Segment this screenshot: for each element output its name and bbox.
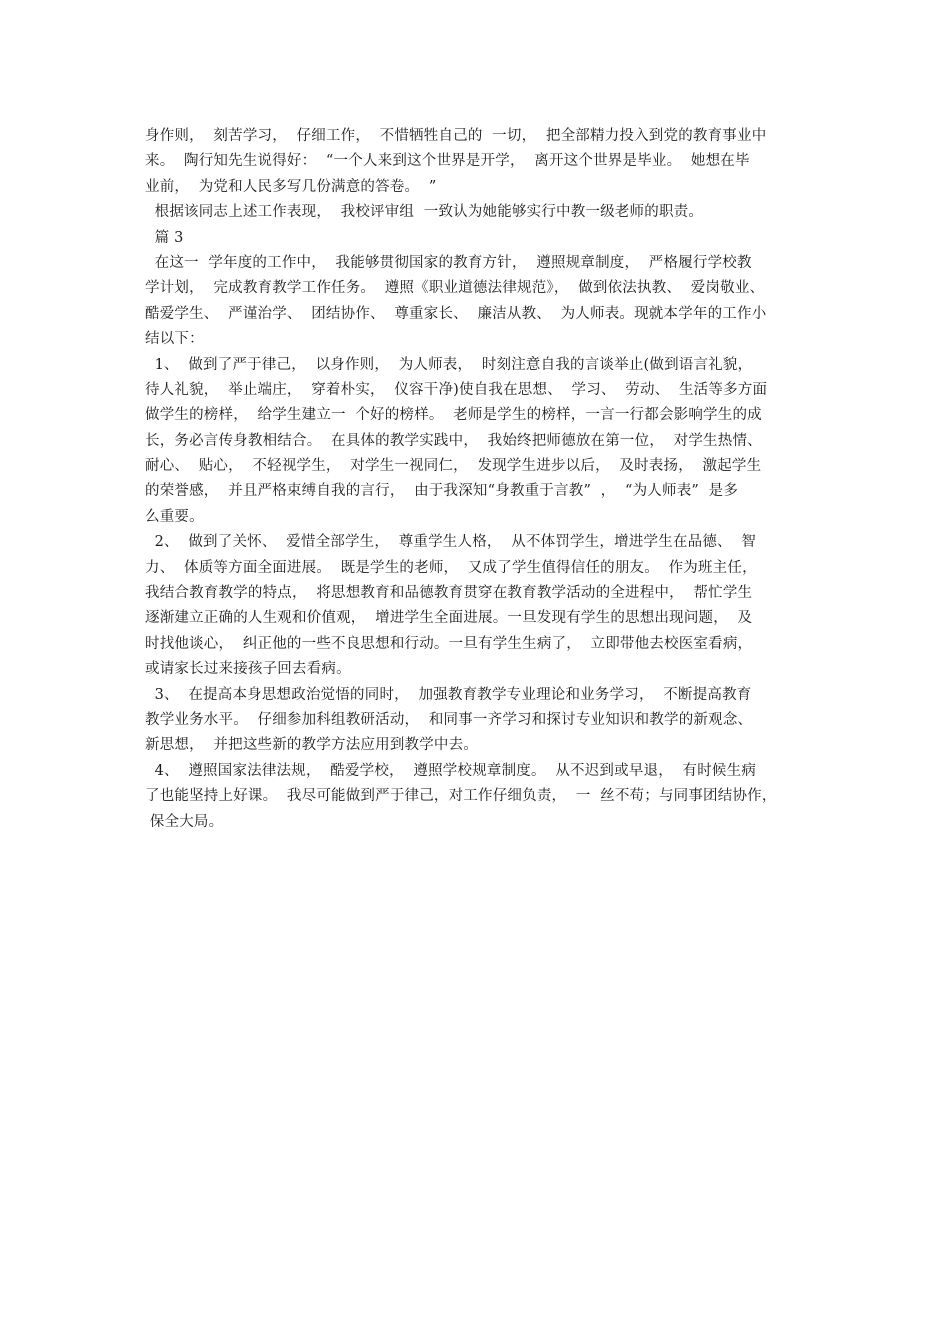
text-line: 3、 在提高本身思想政治觉悟的同时， 加强教育教学专业理论和业务学习， 不断提高教育 (145, 686, 752, 703)
text-line: 力、 体质等方面全面进展。 既是学生的老师， 又成了学生值得信任的朋友。 作为班主任， (145, 559, 757, 576)
text-line: 在这一 学年度的工作中， 我能够贯彻国家的教育方针， 遵照规章制度， 严格履行学校教 (145, 254, 752, 271)
text-line: 长，务必言传身教相结合。 在具体的教学实践中， 我始终把师德放在第一位， 对学生热情、 (145, 432, 762, 449)
text-line: 篇 3 (145, 229, 184, 246)
text-line: 学计划， 完成教育教学工作任务。 遵照《职业道德法律规范》， 做到依法执教、 爱岗敬业、 (145, 280, 765, 297)
text-line: 结以下： (145, 331, 204, 348)
text-line: 逐渐建立正确的人生观和价值观， 增进学生全面进展。一旦发现有学生的思想出现问题， 及 (145, 610, 753, 627)
text-line: 做学生的榜样， 给学生建立一 个好的榜样。 老师是学生的榜样，一言一行都会影响学生的成 (145, 407, 762, 424)
text-line: 耐心、 贴心， 不轻视学生， 对学生一视同仁， 发现学生进步以后， 及时表扬， 激起学生 (145, 458, 762, 475)
document-body-text (145, 124, 825, 835)
text-line: 业前， 为党和人民多写几份满意的答卷。 ” (145, 178, 437, 195)
text-line: 或请家长过来接孩子回去看病。 (145, 661, 351, 678)
text-line: 来。 陶行知先生说得好： “一个人来到这个世界是开学， 离开这个世界是毕业。 她想在毕 (145, 153, 750, 170)
text-line: 待人礼貌， 举止端庄， 穿着朴实， 仪容干净)使自我在思想、 学习、 劳动、 生活等多方面 (145, 381, 768, 398)
text-line: 2、 做到了关怀、 爱惜全部学生， 尊重学生人格， 从不体罚学生，增进学生在品德、 智 (145, 534, 757, 551)
text-line: 么重要。 (145, 508, 204, 525)
text-line: 新思想， 并把这些新的教学方法应用到教学中去。 (145, 737, 479, 754)
text-line: 时找他谈心， 纠正他的一些不良思想和行动。一旦有学生生病了， 立即带他去校医室看病， (145, 635, 753, 652)
text-line: 身作则， 刻苦学习， 仔细工作， 不惜牺牲自己的 一切， 把全部精力投入到党的教育事业中 (145, 128, 767, 144)
text-line: 根据该同志上述工作表现， 我校评审组 一致认为她能够实行中教一级老师的职责。 (145, 204, 704, 221)
text-line: 4、 遵照国家法律法规， 酷爱学校， 遵照学校规章制度。 从不迟到或早退， 有时候生病 (145, 762, 757, 779)
text-line: 酷爱学生、 严谨治学、 团结协作、 尊重家长、 廉洁从教、 为人师表。现就本学年的工作小 (145, 305, 767, 322)
text-line: 了也能坚持上好课。 我尽可能做到严于律己，对工作仔细负责， 一 丝不苟；与同事团结协作， (145, 788, 777, 805)
text-line: 我结合教育教学的特点， 将思想教育和品德教育贯穿在教育教学活动的全进程中， 帮忙学生 (145, 585, 753, 602)
text-line: 1、 做到了严于律己， 以身作则， 为人师表， 时刻注意自我的言谈举止(做到语言礼貌， (145, 356, 753, 373)
text-line: 的荣誉感， 并且严格束缚自我的言行， 由于我深知“身教重于言教” ， “为人师表” 是多 (145, 483, 739, 500)
text-line: 保全大局。 (145, 813, 224, 830)
text-line: 教学业务水平。 仔细参加科组教研活动， 和同事一齐学习和探讨专业知识和教学的新观念、 (145, 711, 753, 728)
